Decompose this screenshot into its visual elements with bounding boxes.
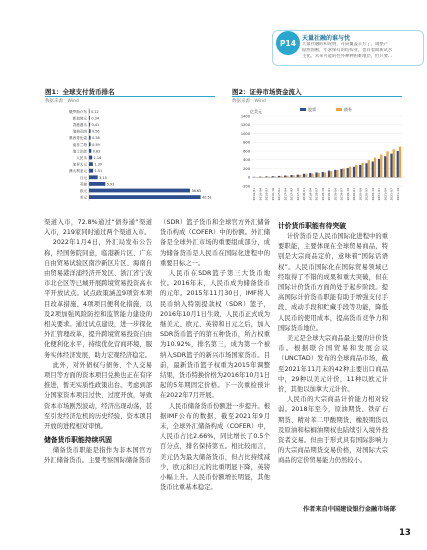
chart2-bar [386,151,388,177]
chart2-bar [315,172,317,177]
chart1-category-label: 加拿大元 [72,162,87,167]
chart1-category-label: 俄罗斯卢布 [69,109,87,114]
chart2-bar [265,176,267,177]
chart2-xtick-label: 2020-01 [352,188,357,201]
chart2-xtick-label: 2018-01 [302,188,307,201]
section-heading: 计价货币职能有待突破 [278,222,346,230]
chart1-bar [89,162,93,166]
chart2-xtick-label: 2018-10 [320,188,325,201]
chart2-bar [393,149,395,177]
chart2-bar [305,174,307,177]
chart2-bar [361,163,363,177]
chart2-bar [274,176,276,177]
chart1-bar [89,123,90,127]
callout-line-3: 主化。未来可能的往外种种困难理层，但只要… [302,54,393,59]
chart2-ytick-label: -200 [241,184,250,189]
chart2-bar [324,172,326,177]
chart1-bar [89,149,91,153]
chart2-xtick-label: 2017-07 [289,188,294,201]
chart2-legend-label: 股票 [308,107,316,112]
chart2-bar [336,170,338,177]
callout-badge: P14 [276,31,300,55]
chart1-category-label: 新加坡元 [72,116,87,121]
figure2-chart [230,104,405,216]
chart2-xtick-label: 2019-10 [345,188,350,201]
chart1-bar [89,182,105,186]
figure1-source: 数据来源：Wind [45,99,79,104]
figure1-underline [45,96,215,97]
chart2-ytick-label: 1400 [240,114,250,119]
paragraph: 计价货币是人民币国际化进程中的重要职能，主要体现在全球贸易商品，特别是大宗商品定价，意味着“国际话语权”。人民币国际化在国际贸易领域已经取得了不错的成果和重大突破，但在国际计价货币方面尚处于起步阶段。提高国际计价货币职能有助于增强支付手段、成动手段和贮藏手段等功能，降低人民币的使用成本，提高货币竞争力和国际货币地位。 [278,233,388,332]
chart2-xtick-label: 2020-10 [370,188,375,201]
chart2-xtick-label: 2020-04 [358,188,363,201]
chart2-xtick-label: 2018-07 [314,188,319,201]
chart1-category-label: 英镑 [79,182,87,187]
chart1-value-label: 5.92 [106,182,115,187]
callout-line-1: 天量社融的和说明，开局覆盖京方了，调整产 [302,42,388,47]
paragraph: 人民币在SDR篮子第三大货币地位。2016年末，人民币成为储备货币的元年。2015年11月30日，IMF将人民币纳入特别提款权（SDR）篮子，2016年10月1日生效，人民币正式成为继美元、欧元、英镑和日元之后，加入SDR货币篮子的第五种货币，所占权重为10.92%，排名第三，成为第一个被纳入SDR篮子的新兴市场国家货币。目前，最新货币篮子权重为2015年调整结果，货币特换价格为2016年10月1日起的5年期固定价格。下一次重检预计在2022年7月开展。 [160,270,270,400]
author-note: 作者来自中国建设银行金融市场部 [303,506,396,513]
chart2-bar [349,167,351,178]
chart2-ytick-label: 600 [243,149,250,154]
chart1-bar [89,189,190,193]
chart2-xtick-label: 2017-01 [277,188,282,201]
chart2-xtick-label: 2019-04 [333,188,338,201]
chart1-category-label: 欧元 [79,188,87,193]
chart2-bar [278,176,280,177]
page-number: 13 [399,528,411,538]
chart1-category-label: 墨西哥比索 [69,136,87,141]
chart2-legend-swatch [336,108,342,111]
figure2-title: 图2：证券市场资金流入 [232,88,302,96]
paragraph: 人民币储备货币份额进一步提升。根据IMF公布的数据，截至2021年9月末，全球外汇储备构成（COFER）中，人民币占比2.66%，同比增长了0.5个百分点，排名保持第五。相比较而言，美元仍为最大储备货币，但占比持续减少，欧元和日元的比重明显下降，英镑小幅上升。人民币份额增长明显，其他货币比重基本稳定。 [160,402,270,492]
chart1-bar [89,175,98,179]
chart1-bar [89,109,90,113]
chart2-xtick-label: 2021-01 [377,188,382,201]
chart2-bar [334,170,336,177]
chart2-xtick-label: 2016-10 [270,188,275,201]
chart1-value-label: 3.15 [99,175,107,180]
chart1-bar [89,195,201,199]
chart2-bar [297,175,299,178]
chart2-xtick-label: 2016-04 [258,188,263,201]
chart2-bar [330,171,332,177]
paragraph: （SDR）篮子货币和全球官方外汇储备货币构成（COFER）中的份额。外汇储备是全球外汇市场的重要组成部分，成为储备货币是人民币在国际化进程中的重要目标之一。 [160,219,270,267]
paragraph: 储备货币职能是指作为非本国官方外汇储备货币。主要考察国际储备货币 [44,447,152,465]
chart2-bar [259,177,261,178]
chart1-value-label: 0.58 [92,136,100,141]
chart2-xtick-label: 2017-10 [295,188,300,201]
chart2-bar [359,165,361,177]
figure1-chart [43,106,218,206]
chart1-value-label: 1.51 [94,169,103,174]
chart2-ytick-label: 1000 [240,131,250,136]
chart1-value-label: 0.83 [92,149,101,154]
paragraph: 2022年1月4日，外汇局发布公告称，经国务院同意，临港新片区、广东自由贸易试验区南沙新区片区、海南自由贸易港洋浦经济开发区、浙江省宁波市北仑区等已城开展跨境贸易投资高水平开放试点。试点政策涵盖9项资本项目改革措施、4项项目便利化措施，以及2项加强风险防控和监管能力建设的相关要求。通过试点建设，进一步探化外汇管理改革，提升跨境贸易投资自由化便利化水平，持续优化营商环境，服务实体经济发展，助力宏观经济稳定。 [44,239,152,359]
figure1-title: 图1：全球支付货币排名 [45,88,115,96]
chart2-bar [384,156,386,177]
chart2-bar [390,154,392,178]
body-column-3 [278,218,388,467]
chart1-category-label: 香港港币 [72,122,87,127]
chart2-bar [353,167,355,178]
chart1-value-label: 0.56 [92,129,100,134]
body-column-2 [160,218,270,493]
chart2-legend-swatch [300,108,306,111]
chart2-xtick-label: 2020-07 [364,188,369,201]
chart1-category-label: 南非兰特 [72,142,87,147]
chart1-category-label: 美元 [79,195,87,200]
paragraph: 此外，对外债权与债务、个人交易项目等方面的资本项目兑换也正在有序推进，暂无实质性政策出台。考虑到部分国家资本项目过快、过度开放，导致资本市场剧烈波动，经济出现动荡，甚至引发经济危机的历史经验，资本项目开放的进程相对审慎。 [44,361,152,431]
chart2-bar [365,163,367,177]
chart2-xtick-label: 2016-07 [264,188,269,201]
chart2-bar [284,176,286,178]
paragraph: 渠道入市，72.8%通过“债券通”渠道入市，219家同时通过两个渠道入市。 [44,219,152,237]
chart1-category-label: 日元 [79,175,87,180]
chart2-bar [380,155,382,178]
chart2-bar [290,175,292,177]
chart2-bar [378,159,380,177]
chart2-bar [280,176,282,177]
chart1-value-label: 0.34 [91,116,99,121]
chart2-ytick-label: 200 [243,166,250,171]
chart2-xtick-label: 2021-10 [395,188,400,201]
chart1-bar [89,142,91,146]
chart2-bar [286,176,288,178]
chart2-ytick-label: 0 [247,175,250,180]
chart2-bar [299,175,301,177]
chart2-xtick-label: 2016-01 [252,188,257,201]
callout-line-2: 稳然固断，年求保有的结构业，也有着期新试水 [302,48,393,53]
chart2-bar [399,147,401,178]
body-column-1 [44,218,152,467]
figure2-underline [232,96,402,97]
chart2-bar [374,158,376,178]
paragraph: 人民币的大宗商品计价能力相对较弱。2018年至今，原油期货、铁矿石期货、精对苯二甲酸期货、橡胶期货以及原油和棕榈油期权也陆续引入境外投资者交易。但由于形式具有国际影响力的大宗商品期货交易价格，对国际大宗商品的定价贸易能力仍然较小。 [278,396,388,465]
chart2-bar [293,175,295,177]
chart2-ytick-label: 800 [243,140,250,145]
chart2-ytick-label: 1200 [240,123,250,128]
chart1-bar [89,156,92,160]
chart2-ylabel: 亿美元 [250,109,262,114]
chart2-bar [303,174,305,178]
chart2-bar [347,168,349,177]
chart1-value-label: 36.65 [191,188,202,193]
chart2-ytick-label: 400 [243,158,250,163]
chart1-category-label: 瑞士法郎 [72,149,87,154]
chart1-value-label: 40.51 [202,195,212,200]
chart1-bar [89,116,90,120]
chart2-xtick-label: 2019-01 [327,188,332,201]
chart2-bar [328,171,330,178]
chart2-xtick-label: 2021-04 [383,188,388,201]
chart2-xtick-label: 2017-04 [283,188,288,201]
chart2-xtick-label: 2018-04 [308,188,313,201]
chart1-category-label: 人民币 [76,155,87,160]
chart2-xtick-label: 2021-07 [389,188,394,201]
paragraph: 美元是全球大宗商品最主要的计价货币。根据联合国贸易和发展会议（UNCTAD）发布的全球商品市场，截至2021年11月末的42种主要出口商品中，29种以美元计价，11种以欧元计价，其他以加拿大元计价。 [278,335,388,394]
chart2-bar [268,177,270,178]
chart2-bar [318,173,320,177]
chart2-bar [311,174,313,178]
chart2-bar [340,169,342,177]
chart2-bar [272,176,274,177]
figure2-source: 数据来源：Wind [232,99,266,104]
chart2-bar [368,160,370,177]
chart1-value-label: 1.39 [94,162,102,167]
chart2-bar [372,162,374,178]
chart2-bar [322,172,324,177]
chart1-bar [89,169,93,173]
callout-title: 天量社融的谁与忧 [302,35,351,42]
chart2-bar [343,169,345,178]
chart1-category-label: 瑞典克朗 [72,129,87,134]
chart1-value-label: 0.12 [91,109,99,114]
chart2-bar [309,173,311,177]
chart1-category-label: 澳大利亚元 [69,169,87,174]
chart1-value-label: 1.16 [93,155,102,160]
chart1-bar [89,129,91,133]
chart2-bar [355,165,357,177]
chart2-legend-label: 债券 [344,107,352,112]
chart2-xtick-label: 2019-07 [339,188,344,201]
chart1-value-label: 0.59 [92,142,100,147]
chart1-value-label: 0.41 [91,122,100,127]
chart2-bar [397,151,399,177]
chart1-bar [89,136,91,140]
section-heading: 储备货币职能持续巩固 [44,436,112,445]
